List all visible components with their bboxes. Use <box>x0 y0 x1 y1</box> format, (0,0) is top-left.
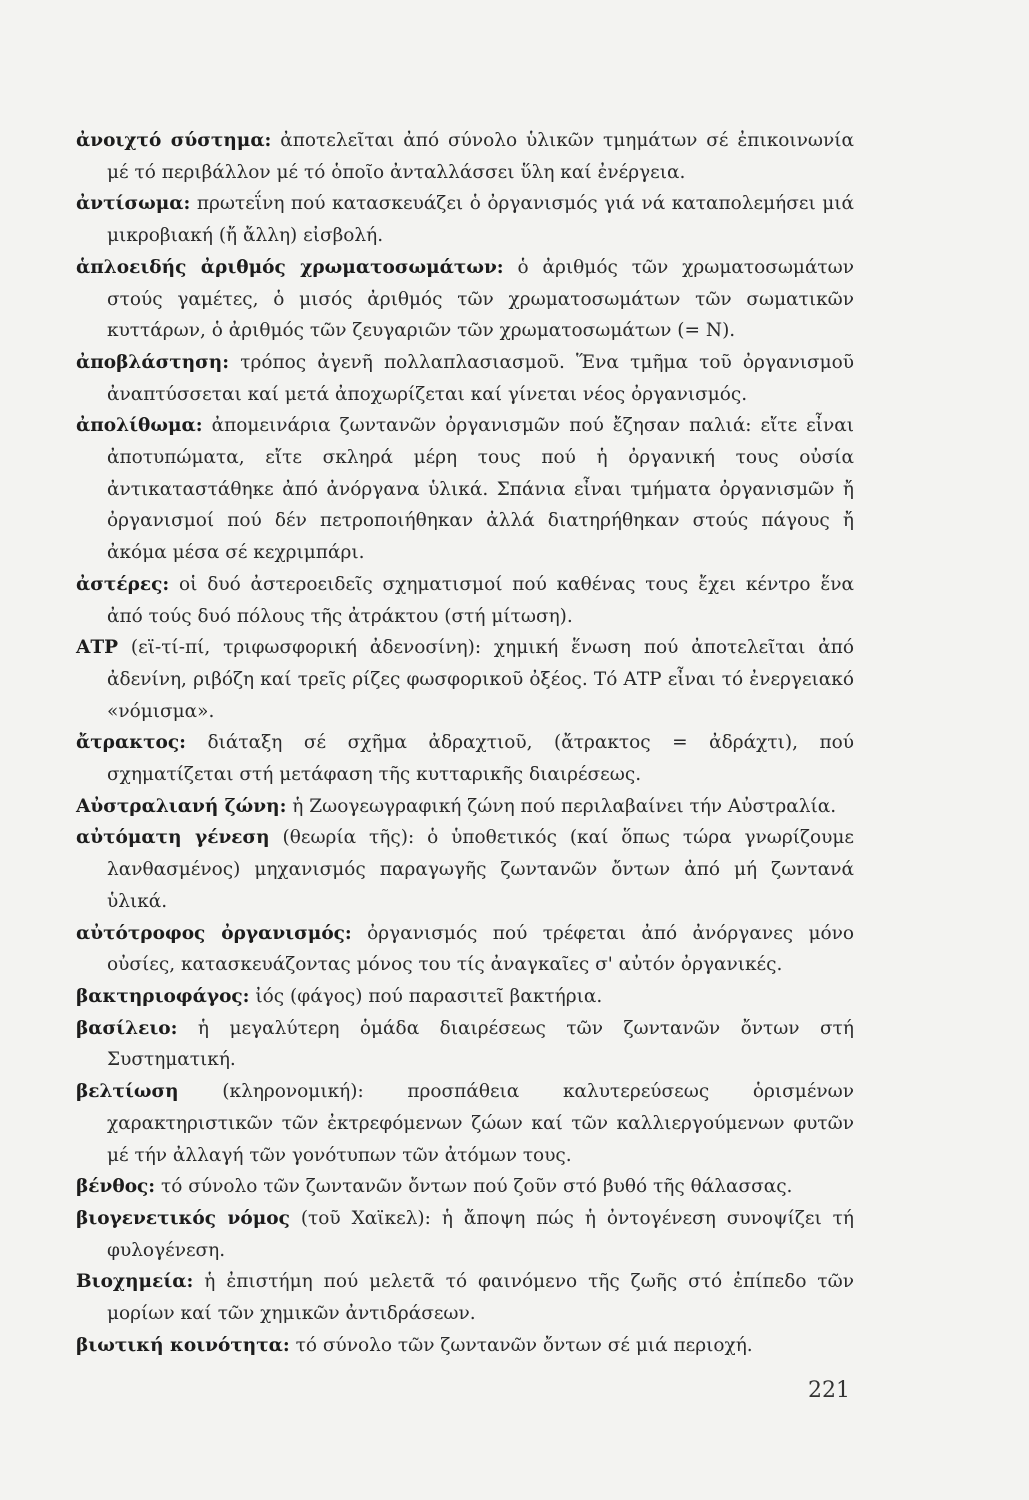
glossary-definition: ἀποτελεῖται ἀπό σύνολο ὑλικῶν τμημάτων σέ ἐπικοινωνία μέ τό περιβάλλον μέ τό ὁποῖο ἀνταλλάσσει ὕλη καί ἐνέργεια. <box>107 130 854 183</box>
glossary-definition: ἀπομεινάρια ζωντανῶν ὀργανισμῶν πού ἔζησαν παλιά: εἴτε εἶναι ἀποτυπώματα, εἴτε σκληρά μέρη τους πού ἡ ὀργανική τους οὐσία ἀντικαταστάθηκε ἀπό ἀνόργανα ὑλικά. Σπάνια εἶναι τμήματα ὀργανισμῶν ἤ ὀργανισμοί πού δέν πετροποιήθηκαν ἀλλά διατηρήθηκαν στούς πάγους ἤ ἀκόμα μέσα σέ κεχριμπάρι. <box>107 415 854 564</box>
glossary-term: ἁπλοειδής ἀριθμός χρωματοσωμάτων: <box>76 256 504 278</box>
glossary-definition: ἡ ἐπιστήμη πού μελετᾶ τό φαινόμενο τῆς ζωῆς στό ἐπίπεδο τῶν μορίων καί τῶν χημικῶν ἀντιδράσεων. <box>107 1271 854 1325</box>
glossary-term: ἀντίσωμα: <box>76 193 191 215</box>
glossary-entry <box>76 347 854 410</box>
glossary-term: ΑΤΡ <box>76 637 119 659</box>
glossary-definition: ὁ ἀριθμός τῶν χρωματοσωμάτων στούς γαμέτες, ὁ μισός ἀριθμός τῶν χρωματοσωμάτων τῶν σωματικῶν κυττάρων, ὁ ἀριθμός τῶν ζευγαριῶν τῶν χρωματοσωμάτων (= N). <box>107 256 855 342</box>
glossary-definition: (τοῦ Χαϊκελ): ἡ ἄποψη πώς ἡ ὀντογένεση συνοψίζει τή φυλογένεση. <box>107 1207 854 1261</box>
glossary-definition: τό σύνολο τῶν ζωντανῶν ὄντων πού ζοῦν στό βυθό τῆς θάλασσας. <box>155 1176 793 1198</box>
glossary-definition: (κληρονομική): προσπάθεια καλυτερεύσεως ὁρισμένων χαρακτηριστικῶν τῶν ἐκτρεφόμενων ζώων καί τῶν καλλιεργούμενων φυτῶν μέ τήν ἀλλαγή τῶν γονότυπων τῶν ἀτόμων τους. <box>107 1081 854 1166</box>
glossary-entry <box>76 822 854 917</box>
glossary-entry <box>76 569 854 632</box>
glossary-term: βακτηριοφάγος: <box>76 985 250 1007</box>
glossary-entry <box>76 1266 854 1329</box>
glossary-term: βελτίωση <box>76 1081 179 1103</box>
glossary-term: ἀνοιχτό σύστημα: <box>76 130 272 151</box>
glossary-definition: διάταξη σέ σχῆμα ἀδραχτιοῦ, (ἄτρακτος = ἀδράχτι), πού σχηματίζεται στή μετάφαση τῆς κυτταρικῆς διαιρέσεως. <box>107 732 854 786</box>
glossary-entry <box>76 1203 854 1266</box>
glossary-term: βιωτική κοινότητα: <box>76 1334 290 1356</box>
glossary-entry <box>76 125 854 188</box>
glossary-term: ἀπολίθωμα: <box>76 415 203 437</box>
glossary-entry <box>76 1171 854 1203</box>
glossary-term: αὐτότροφος ὀργανισμός: <box>76 922 352 944</box>
glossary-definition: ἡ μεγαλύτερη ὁμάδα διαιρέσεως τῶν ζωντανῶν ὄντων στή Συστηματική. <box>107 1017 854 1071</box>
glossary-entry <box>76 791 854 823</box>
glossary-entry <box>76 1330 854 1362</box>
glossary-term: βένθος: <box>76 1176 156 1198</box>
glossary-definition: (εϊ-τί-πί, τριφωσφορική ἀδενοσίνη): χημική ἕνωση πού ἀποτελεῖται ἀπό ἀδενίνη, ριβόζη καί τρεῖς ρίζες φωσφορικοῦ ὀξέος. Τό ΑΤΡ εἶναι τό ἐνεργειακό «νόμισμα». <box>107 637 854 722</box>
glossary-term: βιογενετικός νόμος <box>76 1207 290 1229</box>
glossary-term: Αὐστραλιανή ζώνη: <box>76 795 287 817</box>
glossary-definition: τρόπος ἀγενῆ πολλαπλασιασμοῦ. Ἕνα τμῆμα τοῦ ὀργανισμοῦ ἀναπτύσσεται καί μετά ἀποχωρίζεται καί γίνεται νέος ὀργανισμός. <box>107 351 854 405</box>
glossary-entry <box>76 252 854 347</box>
glossary-entry <box>76 727 854 790</box>
glossary-term: ἀποβλάστηση: <box>76 351 230 373</box>
glossary-term: Βιοχημεία: <box>76 1271 194 1293</box>
glossary-definition: ἡ Ζωογεωγραφική ζώνη πού περιλαβαίνει τήν Αὐστραλία. <box>286 795 837 817</box>
glossary-list <box>76 125 854 1361</box>
glossary-definition: οἱ δυό ἀστεροειδεῖς σχηματισμοί πού καθένας τους ἔχει κέντρο ἕνα ἀπό τούς δυό πόλους τῆς ἀτράκτου (στή μίτωση). <box>107 573 854 627</box>
glossary-definition: (θεωρία τῆς): ὁ ὑποθετικός (καί ὅπως τώρα γνωρίζουμε λανθασμένος) μηχανισμός παραγωγῆς ζωντανῶν ὄντων ἀπό μή ζωντανά ὑλικά. <box>107 827 854 912</box>
glossary-entry <box>76 1013 854 1076</box>
glossary-entry <box>76 1076 854 1171</box>
glossary-term: αὐτόματη γένεση <box>76 827 270 849</box>
glossary-term: ἀστέρες: <box>76 573 170 595</box>
glossary-entry <box>76 981 854 1013</box>
glossary-entry <box>76 632 854 727</box>
glossary-definition: ὀργανισμός πού τρέφεται ἀπό ἀνόργανες μόνο οὐσίες, κατασκευάζοντας μόνος του τίς ἀναγκαῖες σ' αὐτόν ὀργανικές. <box>107 922 854 976</box>
glossary-term: ἄτρακτος: <box>76 732 186 754</box>
glossary-term: βασίλειο: <box>76 1017 178 1039</box>
glossary-entry <box>76 918 854 981</box>
glossary-definition: ἰός (φάγος) πού παρασιτεῖ βακτήρια. <box>249 985 603 1007</box>
page-number: 221 <box>808 1378 850 1403</box>
glossary-definition: πρωτεΐνη πού κατασκευάζει ὁ ὀργανισμός γιά νά καταπολεμήσει μιά μικροβιακή (ἤ ἄλλη) εἰσβολή. <box>107 193 854 247</box>
glossary-entry <box>76 410 854 569</box>
glossary-entry <box>76 188 854 251</box>
glossary-definition: τό σύνολο τῶν ζωντανῶν ὄντων σέ μιά περιοχή. <box>289 1334 753 1356</box>
